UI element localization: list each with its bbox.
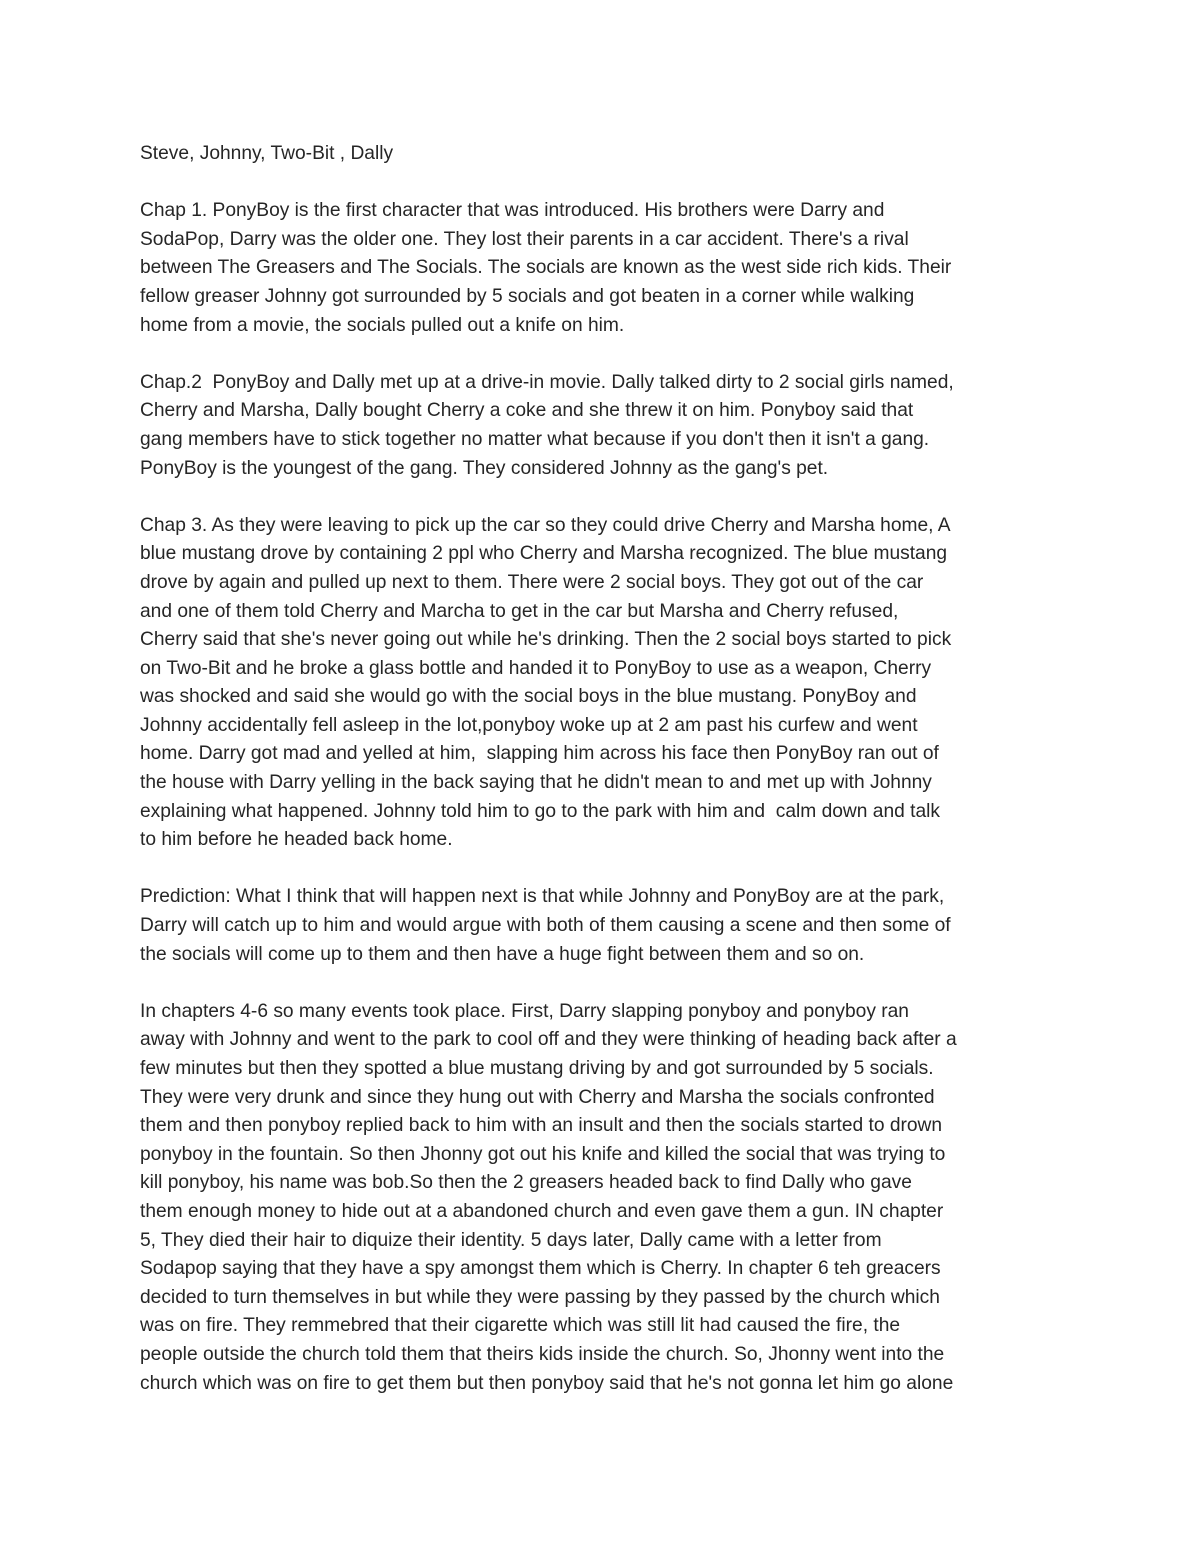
- paragraph-chapter-2: [140, 369, 1060, 483]
- paragraph-prediction: [140, 883, 1060, 969]
- text-line: They were very drunk and since they hung out with Cherry and Marsha the socials confronted: [140, 1086, 935, 1108]
- text-line: them enough money to hide out at a abandoned church and even gave them a gun. IN chapter: [140, 1200, 944, 1222]
- text-line: Johnny accidentally fell asleep in the lot,ponyboy woke up at 2 am past his curfew and went: [140, 714, 918, 736]
- text-line: Chap 1. PonyBoy is the first character that was introduced. His brothers were Darry and: [140, 200, 885, 222]
- text-line: few minutes but then they spotted a blue mustang driving by and got surrounded by 5 socials.: [140, 1058, 934, 1079]
- text-line: was on fire. They remmebred that their cigarette which was still lit had caused the fire, the: [140, 1315, 901, 1337]
- paragraph-chapter-1: [140, 197, 1060, 340]
- text-line: decided to turn themselves in but while they were passing by they passed by the church which: [140, 1286, 940, 1308]
- text-line: home from a movie, the socials pulled out a knife on him.: [140, 314, 625, 336]
- text-line: and one of them told Cherry and Marcha to get in the car but Marsha and Cherry refused,: [140, 600, 899, 622]
- text-line: away with Johnny and went to the park to cool off and they were thinking of heading back after a: [140, 1029, 957, 1051]
- text-line: people outside the church told them that theirs kids inside the church. So, Jhonny went into the: [140, 1343, 945, 1365]
- paragraph-chapters-4-6: [140, 998, 1060, 1398]
- text-line: was shocked and said she would go with the social boys in the blue mustang. PonyBoy and: [140, 686, 917, 708]
- text-line: kill ponyboy, his name was bob.So then the 2 greasers headed back to find Dally who gave: [140, 1172, 912, 1194]
- text-line: Prediction: What I think that will happen next is that while Johnny and PonyBoy are at the park,: [140, 886, 945, 908]
- text-line: gang members have to stick together no matter what because if you don't then it isn't a gang.: [140, 428, 930, 450]
- text-line: In chapters 4-6 so many events took place. First, Darry slapping ponyboy and ponyboy ran: [140, 1000, 909, 1022]
- text-line: Chap 3. As they were leaving to pick up the car so they could drive Cherry and Marsha home, A: [140, 514, 951, 536]
- text-line: the house with Darry yelling in the back saying that he didn't mean to and met up with Johnny: [140, 772, 932, 794]
- text-line: PonyBoy is the youngest of the gang. They considered Johnny as the gang's pet.: [140, 457, 829, 479]
- text-line: Chap.2 PonyBoy and Dally met up at a drive-in movie. Dally talked dirty to 2 social girls named,: [140, 371, 954, 393]
- document-body: [140, 140, 1060, 1427]
- text-line: on Two-Bit and he broke a glass bottle and handed it to PonyBoy to use as a weapon, Cherry: [140, 657, 932, 679]
- text-line: fellow greaser Johnny got surrounded by 5 socials and got beaten in a corner while walking: [140, 285, 915, 307]
- text-line: Cherry said that she's never going out while he's drinking. Then the 2 social boys started to pick: [140, 629, 952, 651]
- text-line: church which was on fire to get them but then ponyboy said that he's not gonna let him go alone: [140, 1372, 954, 1394]
- text-line: between The Greasers and The Socials. The socials are known as the west side rich kids. Their: [140, 257, 952, 279]
- text-line: the socials will come up to them and then have a huge fight between them and so on.: [140, 943, 865, 965]
- text-line: Darry will catch up to him and would argue with both of them causing a scene and then some of: [140, 915, 951, 937]
- text-line: SodaPop, Darry was the older one. They lost their parents in a car accident. There's a rival: [140, 228, 909, 250]
- text-line: explaining what happened. Johnny told him to go to the park with him and calm down and talk: [140, 800, 940, 822]
- text-line: Sodapop saying that they have a spy amongst them which is Cherry. In chapter 6 teh greacers: [140, 1258, 941, 1280]
- text-line: to him before he headed back home.: [140, 829, 453, 851]
- text-line: blue mustang drove by containing 2 ppl who Cherry and Marsha recognized. The blue mustang: [140, 543, 948, 565]
- text-line: Cherry and Marsha, Dally bought Cherry a coke and she threw it on him. Ponyboy said that: [140, 400, 914, 422]
- text-line: home. Darry got mad and yelled at him, slapping him across his face then PonyBoy ran out of: [140, 743, 939, 765]
- text-line: 5, They died their hair to diquize their identity. 5 days later, Dally came with a letter from: [140, 1229, 882, 1251]
- paragraph-chapter-3: [140, 512, 1060, 855]
- text-line: drove by again and pulled up next to them. There were 2 social boys. They got out of the car: [140, 571, 924, 593]
- text-line: ponyboy in the fountain. So then Jhonny got out his knife and killed the social that was trying to: [140, 1143, 946, 1165]
- document-heading: Steve, Johnny, Two-Bit , Dally: [140, 143, 394, 164]
- text-line: them and then ponyboy replied back to him with an insult and then the socials started to drown: [140, 1115, 943, 1137]
